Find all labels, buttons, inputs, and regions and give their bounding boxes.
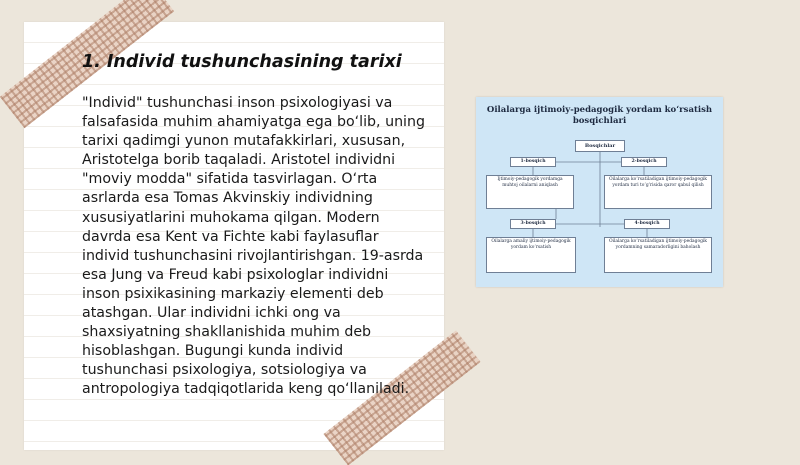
stage-3-label: 3-bosqich	[510, 219, 556, 229]
diagram-image	[476, 97, 723, 287]
slide-body-text: "Individ" tushunchasi inson psixologiyasi va falsafasida muhim ahamiyatga ega bo‘lib, uning tarixi qadimgi yunon mutafakkirlari, xususan, Aristotelga borib taqaladi. Aristotel individni "moviy modda" sifatida tasvirlagan. O‘rta asrlarda esa Tomas Akvinskiy individning xususiyatlarini muhokama qilgan. Modern davrda esa Kent va Fichte kabi faylasuflar individ tushunchasini rivojlantirishgan. 19-asrda esa Jung va Freud kabi psixologlar individni inson psixikasining markaziy elementi deb atashgan. Ular individni ichki ong va shaxsiyatning shakllanishida muhim deb hisoblashgan. Bugungi kunda individ tushunchasi psixologiya, sotsiologiya va antropologiya tadqiqotlarida keng qo‘llaniladi.	[82, 95, 425, 398]
stage-2-label: 2-bosqich	[621, 157, 667, 167]
stage-1-description: Ijtimoiy-pedagogik yordamga muhtoj oilalarni aniqlash	[486, 175, 574, 209]
stage-2-description: Oilalarga ko‘rsatiladigan ijtimoiy-pedagogik yordam turi to‘g‘risida qaror qabul qilish	[604, 175, 712, 209]
slide-title: 1. Individ tushunchasining tarixi	[82, 52, 402, 72]
diagram-root-box: Bosqichlar	[575, 140, 625, 152]
stage-4-description: Oilalarga ko‘rsatiladigan ijtimoiy-pedagogik yordamning samaradorligini baholash	[604, 237, 712, 273]
stage-1-label: 1-bosqich	[510, 157, 556, 167]
diagram-title: Oilalarga ijtimoiy-pedagogik yordam ko‘rsatish bosqichlari	[486, 105, 713, 126]
stage-4-label: 4-bosqich	[624, 219, 670, 229]
stage-3-description: Oilalarga amaliy ijtimoiy-pedagogik yordam ko‘rsatish	[486, 237, 576, 273]
